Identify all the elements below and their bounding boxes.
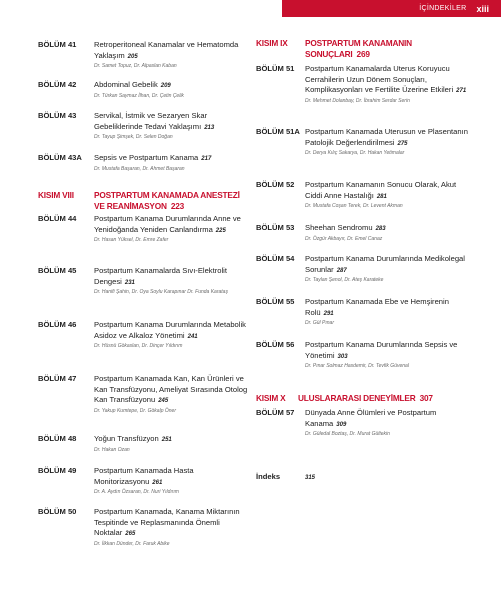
chapter-title: Postpartum Kanamalarda Uterus Koruyucu Cerrahilerin Uzun Dönem Sonuçları, Komplikasyonları ve Fertilite Üzerine Etkileri — [305, 64, 454, 95]
chapter-page: 271 — [456, 88, 467, 95]
chapter-number: BÖLÜM 50 — [38, 507, 77, 516]
chapter-page: 283 — [375, 226, 386, 232]
chapter-page: 217 — [201, 156, 212, 162]
chapter-page: 303 — [337, 353, 348, 360]
chapter-page: 251 — [161, 437, 172, 443]
chapter-title: Postpartum Kanamada, Kanama Miktarının Tespitinde ve Replasmanında Önemli Noktalar — [94, 507, 240, 538]
chapter-authors: Dr. Güledal Boztaş, Dr. Murat Gültekin — [305, 431, 390, 438]
chapter-authors: Dr. Samet Topuz, Dr. Alpaslan Kaban — [94, 63, 177, 70]
chapter-title: Postpartum Kanama Durumlarında Metabolik Asidoz ve Alkaloz Yönetimi — [94, 320, 246, 340]
chapter-authors: Dr. Özgür Akbayır, Dr. Emel Canaz — [305, 235, 383, 242]
chapter-page: 205 — [127, 53, 138, 60]
chapter-page: 209 — [160, 83, 171, 89]
chapter-page: 309 — [336, 421, 347, 428]
chapter-title: Retroperitoneal Kanamalar ve Hematomda Yaklaşım — [94, 40, 239, 60]
chapter-authors: Dr. Mustafa Başaran, Dr. Ahmet Başaran — [94, 165, 185, 172]
part-page: 223 — [170, 200, 185, 211]
chapter-title: Servikal, İstmik ve Sezaryen Skar Gebeliklerinde Tedavi Yaklaşımı — [94, 111, 208, 131]
page-header — [282, 0, 501, 17]
chapter-number: BÖLÜM 44 — [38, 214, 77, 223]
chapter-page: 275 — [397, 140, 408, 147]
part-heading[interactable] — [256, 393, 471, 405]
part-page: 269 — [356, 48, 370, 59]
chapter-page: 231 — [124, 279, 135, 286]
chapter-number: BÖLÜM 51 — [256, 64, 295, 73]
index-label: İndeks — [256, 472, 281, 481]
chapter-title: Postpartum Kanamada Hasta Monitorizasyonu — [94, 466, 194, 486]
part-heading[interactable] — [256, 38, 471, 60]
part-title: POSTPARTUM KANAMANIN SONUÇLARI — [305, 38, 412, 59]
chapter-page: 281 — [376, 193, 387, 200]
part-title: ULUSLARARASI DENEYİMLER — [298, 393, 416, 403]
part-label: KISIM VIII — [38, 190, 74, 200]
chapter-number: BÖLÜM 41 — [38, 40, 77, 49]
chapter-page: 241 — [187, 333, 198, 340]
chapter-authors: Dr. Hanifi Şahin, Dr. Oya Soylu Karapınar Dr. Funda Karataş — [94, 289, 228, 296]
chapter-number: BÖLÜM 43 — [38, 111, 77, 120]
chapter-number: BÖLÜM 42 — [38, 80, 77, 89]
chapter-authors: Dr. Gül Pınar — [305, 320, 334, 327]
chapter-page: 245 — [158, 398, 169, 405]
chapter-title: Postpartum Kanamalarda Sıvı-Elektrolit Dengesi — [94, 266, 227, 286]
chapter-title: Sheehan Sendromu — [305, 223, 373, 232]
chapter-title: Dünyada Anne Ölümleri ve Postpartum Kanama — [305, 408, 437, 428]
chapter-authors: Dr. Türkan Saymaz İlhan, Dr. Çetin Çelik — [94, 92, 184, 99]
chapter-title: Sepsis ve Postpartum Kanama — [94, 153, 199, 162]
chapter-number: BÖLÜM 51A — [256, 127, 300, 136]
chapter-authors: Dr. Yakup Kumtepe, Dr. Gökalp Öner — [94, 408, 176, 415]
chapter-number: BÖLÜM 56 — [256, 340, 295, 349]
chapter-title: Postpartum Kanamada Kan, Kan Ürünleri ve Kan Transfüzyonu, Ameliyat Sırasında Otolog Kan Transfüzyonu — [94, 374, 248, 405]
chapter-page: 287 — [336, 267, 347, 274]
chapter-page: 265 — [125, 531, 136, 538]
chapter-page: 225 — [215, 227, 226, 234]
chapter-authors: Dr. Hüsnü Gökaslan, Dr. Dinçer Yıldırım — [94, 343, 183, 350]
chapter-authors: Dr. Hakan Ozan — [94, 446, 130, 453]
chapter-authors: Dr. A. Aydın Özsaran, Dr. Nuri Yıldırım — [94, 489, 179, 496]
header-page-number: xiii — [476, 3, 489, 14]
part-page: 307 — [419, 393, 433, 403]
part-label: KISIM IX — [256, 38, 288, 48]
chapter-number: BÖLÜM 55 — [256, 297, 295, 306]
chapter-title: Postpartum Kanamada Uterusun ve Plasentanın Patolojik Değerlendirilmesi — [305, 127, 468, 147]
chapter-title: Postpartum Kanamada Ebe ve Hemşirenin Rolü — [305, 297, 449, 317]
chapter-authors: Dr. Derya Kılıç Sakarya, Dr. Hakan Yetimalar — [305, 150, 405, 157]
chapter-authors: Dr. Tayup Şimşek, Dr. Selen Doğan — [94, 134, 173, 141]
chapter-number: BÖLÜM 52 — [256, 180, 295, 189]
chapter-authors: Dr. Taylan Şenol, Dr. Ateş Karateke — [305, 277, 384, 284]
chapter-page: 291 — [323, 310, 334, 317]
chapter-title: Abdominal Gebelik — [94, 80, 158, 89]
chapter-authors: Dr. İlkkan Dünder, Dr. Faruk Abike — [94, 541, 170, 548]
index-page: 315 — [305, 475, 316, 481]
chapter-number: BÖLÜM 48 — [38, 434, 77, 443]
chapter-number: BÖLÜM 57 — [256, 408, 295, 417]
chapter-title: Postpartum Kanama Durumlarında Sepsis ve Yönetimi — [305, 340, 458, 360]
chapter-page: 213 — [204, 124, 215, 131]
chapter-title: Postpartum Kanama Durumlarında Anne ve Yenidoğanda Yeniden Canlandırma — [94, 214, 241, 234]
chapter-page: 261 — [152, 479, 163, 486]
chapter-number: BÖLÜM 43A — [38, 153, 82, 162]
chapter-authors: Dr. Pınar Solmaz Hasdemir, Dr. Tevfik Güvenal — [305, 363, 409, 370]
chapter-title: Yoğun Transfüzyon — [94, 434, 159, 443]
chapter-number: BÖLÜM 45 — [38, 266, 77, 275]
header-title: İÇİNDEKİLER — [419, 5, 467, 12]
chapter-title: Postpartum Kanama Durumlarında Medikolegal Sorunlar — [305, 254, 465, 274]
chapter-number: BÖLÜM 47 — [38, 374, 77, 383]
part-heading[interactable] — [38, 190, 248, 212]
chapter-title: Postpartum Kanamanın Sonucu Olarak, Akut Ciddi Anne Hastalığı — [305, 180, 457, 200]
part-title: POSTPARTUM KANAMADA ANESTEZİ VE REANİMASYON — [94, 190, 240, 211]
chapter-number: BÖLÜM 54 — [256, 254, 295, 263]
chapter-authors: Dr. Mustafa Coşan Terek, Dr. Levent Akman — [305, 203, 403, 210]
chapter-number: BÖLÜM 53 — [256, 223, 295, 232]
chapter-number: BÖLÜM 49 — [38, 466, 77, 475]
chapter-authors: Dr. Hasan Yüksel, Dr. Emre Zafer — [94, 237, 169, 244]
chapter-number: BÖLÜM 46 — [38, 320, 77, 329]
chapter-authors: Dr. Mehmet Dolanbay, Dr. İbrahim Serdar Serin — [305, 98, 410, 105]
part-label: KISIM X — [256, 393, 286, 403]
